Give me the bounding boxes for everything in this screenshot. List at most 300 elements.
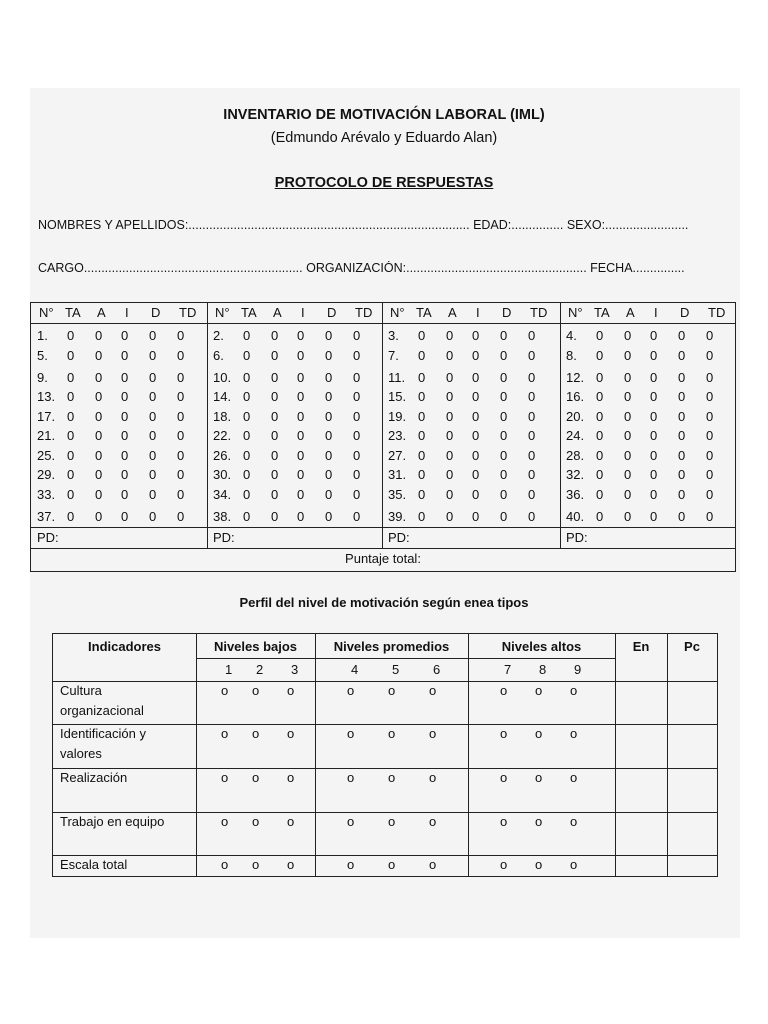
answer-option-d[interactable]: 0 — [678, 428, 686, 443]
answer-option-td[interactable]: 0 — [353, 448, 361, 463]
answer-option-d[interactable]: 0 — [678, 467, 686, 482]
answer-option-a[interactable]: 0 — [446, 448, 454, 463]
answer-option-td[interactable]: 0 — [353, 389, 361, 404]
answer-option-td[interactable]: 0 — [177, 467, 185, 482]
answer-option-d[interactable]: 0 — [500, 428, 508, 443]
answer-option-i[interactable]: 0 — [650, 409, 658, 424]
answer-option-i[interactable]: 0 — [297, 467, 305, 482]
level-mark-4[interactable]: o — [347, 814, 355, 829]
grid-header-a: A — [97, 305, 106, 320]
answer-option-a[interactable]: 0 — [446, 467, 454, 482]
answer-option-ta[interactable]: 0 — [67, 328, 75, 343]
grid-header-d: D — [502, 305, 512, 320]
answer-option-ta[interactable]: 0 — [596, 328, 604, 343]
item-number: 36. — [566, 487, 585, 502]
answer-option-i[interactable]: 0 — [121, 448, 129, 463]
level-mark-5[interactable]: o — [388, 726, 396, 741]
answer-option-td[interactable]: 0 — [353, 467, 361, 482]
answer-option-ta[interactable]: 0 — [418, 348, 426, 363]
level-mark-7[interactable]: o — [500, 857, 508, 872]
answer-option-td[interactable]: 0 — [177, 370, 185, 385]
level-mark-1[interactable]: o — [221, 683, 229, 698]
item-number: 7. — [388, 348, 399, 363]
answer-option-i[interactable]: 0 — [297, 509, 305, 524]
answer-option-td[interactable]: 0 — [528, 448, 536, 463]
answer-option-a[interactable]: 0 — [624, 328, 632, 343]
answer-option-a[interactable]: 0 — [624, 467, 632, 482]
answer-option-ta[interactable]: 0 — [418, 328, 426, 343]
item-number: 12. — [566, 370, 585, 385]
answer-option-i[interactable]: 0 — [472, 370, 480, 385]
level-mark-1[interactable]: o — [221, 857, 229, 872]
answer-option-d[interactable]: 0 — [149, 509, 157, 524]
answer-option-d[interactable]: 0 — [149, 467, 157, 482]
level-mark-5[interactable]: o — [388, 770, 396, 785]
pd-label: PD: — [213, 530, 235, 545]
answer-option-ta[interactable]: 0 — [243, 509, 251, 524]
table-row-divider — [53, 855, 717, 856]
level-mark-6[interactable]: o — [429, 683, 437, 698]
header-pc: Pc — [684, 639, 700, 654]
answer-option-ta[interactable]: 0 — [596, 370, 604, 385]
answer-option-i[interactable]: 0 — [472, 509, 480, 524]
answer-option-i[interactable]: 0 — [297, 409, 305, 424]
answer-option-td[interactable]: 0 — [528, 348, 536, 363]
document-title: INVENTARIO DE MOTIVACIÓN LABORAL (IML) — [223, 107, 545, 123]
answer-option-a[interactable]: 0 — [446, 328, 454, 343]
grid-header-a: A — [448, 305, 457, 320]
answer-option-ta[interactable]: 0 — [67, 370, 75, 385]
answer-option-d[interactable]: 0 — [678, 348, 686, 363]
level-mark-4[interactable]: o — [347, 683, 355, 698]
level-mark-2[interactable]: o — [252, 814, 260, 829]
level-mark-8[interactable]: o — [535, 857, 543, 872]
personal-data-line[interactable]: NOMBRES Y APELLIDOS:................................................................................. EDAD:............... SEXO:........................ — [38, 218, 689, 232]
answer-option-td[interactable]: 0 — [528, 509, 536, 524]
answer-option-a[interactable]: 0 — [271, 370, 279, 385]
answer-option-td[interactable]: 0 — [353, 409, 361, 424]
answer-option-a[interactable]: 0 — [446, 487, 454, 502]
answer-option-a[interactable]: 0 — [95, 509, 103, 524]
answer-option-i[interactable]: 0 — [472, 348, 480, 363]
item-number: 13. — [37, 389, 56, 404]
item-number: 21. — [37, 428, 56, 443]
answer-option-d[interactable]: 0 — [325, 409, 333, 424]
answer-option-td[interactable]: 0 — [177, 409, 185, 424]
answer-option-a[interactable]: 0 — [624, 370, 632, 385]
item-number: 24. — [566, 428, 585, 443]
answer-option-d[interactable]: 0 — [500, 370, 508, 385]
answer-option-td[interactable]: 0 — [706, 370, 714, 385]
answer-option-d[interactable]: 0 — [149, 328, 157, 343]
answer-option-ta[interactable]: 0 — [67, 509, 75, 524]
answer-option-a[interactable]: 0 — [271, 467, 279, 482]
pd-label: PD: — [388, 530, 410, 545]
answer-option-ta[interactable]: 0 — [67, 348, 75, 363]
answer-option-ta[interactable]: 0 — [418, 389, 426, 404]
item-number: 20. — [566, 409, 585, 424]
level-number: 4 — [351, 662, 359, 677]
answer-option-a[interactable]: 0 — [446, 428, 454, 443]
answer-option-td[interactable]: 0 — [528, 487, 536, 502]
level-mark-9[interactable]: o — [570, 683, 578, 698]
answer-option-d[interactable]: 0 — [500, 409, 508, 424]
answer-option-a[interactable]: 0 — [95, 370, 103, 385]
answer-option-d[interactable]: 0 — [149, 428, 157, 443]
indicator-label-cont: organizacional — [60, 703, 144, 718]
answer-option-td[interactable]: 0 — [177, 348, 185, 363]
level-mark-1[interactable]: o — [221, 770, 229, 785]
answer-option-i[interactable]: 0 — [472, 487, 480, 502]
grid-header-ta: TA — [416, 305, 432, 320]
level-mark-6[interactable]: o — [429, 726, 437, 741]
answer-option-d[interactable]: 0 — [500, 389, 508, 404]
header-low-levels: Niveles bajos — [213, 639, 298, 654]
answer-option-i[interactable]: 0 — [121, 370, 129, 385]
answer-option-a[interactable]: 0 — [624, 389, 632, 404]
answer-option-ta[interactable]: 0 — [418, 509, 426, 524]
answer-option-a[interactable]: 0 — [446, 509, 454, 524]
work-data-line[interactable]: CARGO............................................................... ORGANIZACIÓN:.................................................... FECHA............... — [38, 261, 685, 275]
level-mark-7[interactable]: o — [500, 683, 508, 698]
level-mark-9[interactable]: o — [570, 857, 578, 872]
answer-option-ta[interactable]: 0 — [67, 448, 75, 463]
item-number: 1. — [37, 328, 48, 343]
answer-option-d[interactable]: 0 — [678, 370, 686, 385]
answer-option-i[interactable]: 0 — [297, 348, 305, 363]
answer-option-a[interactable]: 0 — [95, 467, 103, 482]
grid-column-divider — [207, 303, 208, 549]
answer-option-d[interactable]: 0 — [500, 467, 508, 482]
answer-option-a[interactable]: 0 — [446, 370, 454, 385]
level-mark-8[interactable]: o — [535, 726, 543, 741]
level-number: 8 — [539, 662, 547, 677]
answer-option-a[interactable]: 0 — [95, 487, 103, 502]
answer-option-ta[interactable]: 0 — [243, 328, 251, 343]
answer-option-td[interactable]: 0 — [706, 389, 714, 404]
answer-option-d[interactable]: 0 — [500, 509, 508, 524]
grid-header-no: N° — [39, 305, 54, 320]
answer-option-ta[interactable]: 0 — [67, 428, 75, 443]
answer-option-ta[interactable]: 0 — [596, 467, 604, 482]
answer-option-ta[interactable]: 0 — [596, 389, 604, 404]
level-mark-2[interactable]: o — [252, 683, 260, 698]
answer-option-td[interactable]: 0 — [706, 328, 714, 343]
answer-option-ta[interactable]: 0 — [243, 448, 251, 463]
level-mark-3[interactable]: o — [287, 726, 295, 741]
answer-option-td[interactable]: 0 — [528, 467, 536, 482]
answer-option-a[interactable]: 0 — [95, 409, 103, 424]
table-column-divider — [315, 634, 316, 876]
answer-option-td[interactable]: 0 — [353, 348, 361, 363]
answer-option-td[interactable]: 0 — [706, 509, 714, 524]
answer-option-ta[interactable]: 0 — [596, 509, 604, 524]
answer-option-ta[interactable]: 0 — [67, 389, 75, 404]
answer-option-d[interactable]: 0 — [325, 348, 333, 363]
indicator-label: Identificación y — [60, 726, 146, 741]
level-mark-9[interactable]: o — [570, 726, 578, 741]
level-mark-8[interactable]: o — [535, 683, 543, 698]
answer-option-a[interactable]: 0 — [271, 328, 279, 343]
answer-option-i[interactable]: 0 — [297, 328, 305, 343]
answer-option-a[interactable]: 0 — [95, 389, 103, 404]
level-mark-8[interactable]: o — [535, 814, 543, 829]
answer-option-a[interactable]: 0 — [624, 428, 632, 443]
answer-option-a[interactable]: 0 — [95, 348, 103, 363]
header-high-levels: Niveles altos — [501, 639, 582, 654]
answer-option-a[interactable]: 0 — [95, 448, 103, 463]
level-mark-5[interactable]: o — [388, 814, 396, 829]
answer-option-a[interactable]: 0 — [271, 348, 279, 363]
level-mark-6[interactable]: o — [429, 814, 437, 829]
answer-option-d[interactable]: 0 — [500, 328, 508, 343]
level-mark-1[interactable]: o — [221, 726, 229, 741]
answer-option-a[interactable]: 0 — [271, 389, 279, 404]
level-number: 2 — [256, 662, 264, 677]
answer-option-d[interactable]: 0 — [500, 487, 508, 502]
answer-option-ta[interactable]: 0 — [418, 409, 426, 424]
answer-option-i[interactable]: 0 — [472, 328, 480, 343]
answer-option-ta[interactable]: 0 — [596, 409, 604, 424]
answer-option-i[interactable]: 0 — [650, 509, 658, 524]
answer-option-ta[interactable]: 0 — [243, 467, 251, 482]
answer-option-d[interactable]: 0 — [678, 448, 686, 463]
answer-option-i[interactable]: 0 — [650, 448, 658, 463]
answer-option-d[interactable]: 0 — [678, 389, 686, 404]
answer-option-i[interactable]: 0 — [650, 428, 658, 443]
item-number: 23. — [388, 428, 407, 443]
answer-option-td[interactable]: 0 — [353, 487, 361, 502]
answer-option-ta[interactable]: 0 — [418, 467, 426, 482]
level-number: 1 — [225, 662, 233, 677]
answer-option-ta[interactable]: 0 — [596, 448, 604, 463]
answer-option-td[interactable]: 0 — [706, 348, 714, 363]
grid-header-a: A — [273, 305, 282, 320]
answer-option-i[interactable]: 0 — [472, 448, 480, 463]
answer-option-i[interactable]: 0 — [650, 487, 658, 502]
profile-title: Perfil del nivel de motivación según enea tipos — [239, 595, 529, 610]
answer-option-td[interactable]: 0 — [353, 370, 361, 385]
level-mark-5[interactable]: o — [388, 683, 396, 698]
level-mark-3[interactable]: o — [287, 770, 295, 785]
answer-option-a[interactable]: 0 — [446, 409, 454, 424]
item-number: 35. — [388, 487, 407, 502]
answer-option-a[interactable]: 0 — [271, 509, 279, 524]
answer-option-ta[interactable]: 0 — [243, 428, 251, 443]
answer-option-td[interactable]: 0 — [353, 509, 361, 524]
answer-option-td[interactable]: 0 — [177, 487, 185, 502]
level-mark-7[interactable]: o — [500, 770, 508, 785]
item-number: 17. — [37, 409, 56, 424]
indicator-label: Escala total — [60, 857, 128, 872]
level-mark-7[interactable]: o — [500, 726, 508, 741]
answer-option-i[interactable]: 0 — [121, 389, 129, 404]
item-number: 11. — [388, 370, 406, 385]
answer-option-i[interactable]: 0 — [121, 509, 129, 524]
answer-option-d[interactable]: 0 — [325, 467, 333, 482]
answer-option-d[interactable]: 0 — [325, 428, 333, 443]
item-number: 28. — [566, 448, 585, 463]
answer-option-i[interactable]: 0 — [297, 370, 305, 385]
answer-option-td[interactable]: 0 — [177, 448, 185, 463]
answer-option-i[interactable]: 0 — [121, 487, 129, 502]
answer-option-d[interactable]: 0 — [678, 487, 686, 502]
answer-option-d[interactable]: 0 — [500, 348, 508, 363]
answer-option-a[interactable]: 0 — [95, 328, 103, 343]
answer-option-d[interactable]: 0 — [149, 487, 157, 502]
answer-option-d[interactable]: 0 — [678, 409, 686, 424]
level-mark-9[interactable]: o — [570, 770, 578, 785]
answer-option-d[interactable]: 0 — [325, 328, 333, 343]
answer-option-a[interactable]: 0 — [271, 428, 279, 443]
answer-option-a[interactable]: 0 — [446, 389, 454, 404]
answer-option-d[interactable]: 0 — [325, 370, 333, 385]
level-mark-3[interactable]: o — [287, 857, 295, 872]
answer-option-d[interactable]: 0 — [149, 409, 157, 424]
answer-option-d[interactable]: 0 — [678, 509, 686, 524]
answer-option-td[interactable]: 0 — [528, 328, 536, 343]
level-number: 7 — [504, 662, 512, 677]
answer-option-td[interactable]: 0 — [177, 389, 185, 404]
level-mark-2[interactable]: o — [252, 770, 260, 785]
answer-option-i[interactable]: 0 — [121, 467, 129, 482]
answer-option-ta[interactable]: 0 — [596, 428, 604, 443]
answer-option-a[interactable]: 0 — [624, 448, 632, 463]
answer-option-d[interactable]: 0 — [149, 389, 157, 404]
level-mark-7[interactable]: o — [500, 814, 508, 829]
answer-option-d[interactable]: 0 — [500, 448, 508, 463]
answer-option-ta[interactable]: 0 — [418, 370, 426, 385]
answer-option-ta[interactable]: 0 — [418, 487, 426, 502]
answer-option-i[interactable]: 0 — [121, 348, 129, 363]
item-number: 14. — [213, 389, 232, 404]
answer-option-td[interactable]: 0 — [706, 448, 714, 463]
answer-option-i[interactable]: 0 — [472, 467, 480, 482]
answer-option-ta[interactable]: 0 — [596, 348, 604, 363]
answer-option-td[interactable]: 0 — [528, 428, 536, 443]
answer-option-td[interactable]: 0 — [353, 428, 361, 443]
answer-option-ta[interactable]: 0 — [243, 348, 251, 363]
answer-option-i[interactable]: 0 — [650, 348, 658, 363]
answer-option-td[interactable]: 0 — [353, 328, 361, 343]
answer-option-i[interactable]: 0 — [297, 389, 305, 404]
answer-option-ta[interactable]: 0 — [243, 409, 251, 424]
answer-option-a[interactable]: 0 — [446, 348, 454, 363]
answer-option-i[interactable]: 0 — [121, 428, 129, 443]
level-mark-2[interactable]: o — [252, 857, 260, 872]
answer-option-td[interactable]: 0 — [706, 428, 714, 443]
answer-option-d[interactable]: 0 — [149, 348, 157, 363]
answer-option-d[interactable]: 0 — [678, 328, 686, 343]
grid-header-divider — [31, 323, 735, 324]
answer-option-a[interactable]: 0 — [95, 428, 103, 443]
answer-option-a[interactable]: 0 — [271, 448, 279, 463]
level-mark-6[interactable]: o — [429, 857, 437, 872]
answer-option-i[interactable]: 0 — [650, 328, 658, 343]
level-mark-6[interactable]: o — [429, 770, 437, 785]
item-number: 25. — [37, 448, 56, 463]
level-mark-4[interactable]: o — [347, 857, 355, 872]
answer-option-ta[interactable]: 0 — [67, 467, 75, 482]
answer-option-td[interactable]: 0 — [706, 487, 714, 502]
answer-option-td[interactable]: 0 — [528, 389, 536, 404]
item-number: 26. — [213, 448, 232, 463]
level-mark-9[interactable]: o — [570, 814, 578, 829]
answer-option-a[interactable]: 0 — [624, 409, 632, 424]
answer-option-ta[interactable]: 0 — [418, 448, 426, 463]
answer-option-d[interactable]: 0 — [325, 448, 333, 463]
level-mark-8[interactable]: o — [535, 770, 543, 785]
answer-option-i[interactable]: 0 — [650, 370, 658, 385]
answer-option-i[interactable]: 0 — [650, 467, 658, 482]
grid-header-ta: TA — [594, 305, 610, 320]
level-mark-5[interactable]: o — [388, 857, 396, 872]
answer-option-i[interactable]: 0 — [297, 487, 305, 502]
table-column-divider — [615, 634, 616, 876]
answer-option-td[interactable]: 0 — [177, 428, 185, 443]
answer-option-ta[interactable]: 0 — [418, 428, 426, 443]
answer-option-a[interactable]: 0 — [271, 487, 279, 502]
answer-option-d[interactable]: 0 — [325, 509, 333, 524]
answer-option-td[interactable]: 0 — [706, 467, 714, 482]
answer-option-i[interactable]: 0 — [472, 389, 480, 404]
level-mark-1[interactable]: o — [221, 814, 229, 829]
level-mark-3[interactable]: o — [287, 683, 295, 698]
answer-option-ta[interactable]: 0 — [67, 487, 75, 502]
answer-option-i[interactable]: 0 — [121, 409, 129, 424]
level-mark-4[interactable]: o — [347, 770, 355, 785]
answer-option-ta[interactable]: 0 — [243, 370, 251, 385]
answer-option-i[interactable]: 0 — [297, 448, 305, 463]
level-mark-3[interactable]: o — [287, 814, 295, 829]
item-number: 37. — [37, 509, 56, 524]
answer-option-a[interactable]: 0 — [624, 487, 632, 502]
item-number: 40. — [566, 509, 585, 524]
answer-option-i[interactable]: 0 — [650, 389, 658, 404]
grid-header-d: D — [151, 305, 161, 320]
level-mark-4[interactable]: o — [347, 726, 355, 741]
item-number: 5. — [37, 348, 48, 363]
answer-option-a[interactable]: 0 — [624, 348, 632, 363]
indicator-label-cont: valores — [60, 746, 102, 761]
grid-header-td: TD — [530, 305, 548, 320]
answer-option-i[interactable]: 0 — [297, 428, 305, 443]
answer-option-d[interactable]: 0 — [149, 370, 157, 385]
item-number: 22. — [213, 428, 232, 443]
answer-option-td[interactable]: 0 — [528, 409, 536, 424]
answer-option-ta[interactable]: 0 — [243, 487, 251, 502]
answer-option-td[interactable]: 0 — [706, 409, 714, 424]
answer-option-d[interactable]: 0 — [325, 389, 333, 404]
indicator-label: Cultura — [60, 683, 102, 698]
answer-option-i[interactable]: 0 — [472, 428, 480, 443]
answer-option-ta[interactable]: 0 — [243, 389, 251, 404]
answer-option-d[interactable]: 0 — [149, 448, 157, 463]
answer-option-td[interactable]: 0 — [528, 370, 536, 385]
answer-option-d[interactable]: 0 — [325, 487, 333, 502]
answer-option-a[interactable]: 0 — [271, 409, 279, 424]
answer-option-td[interactable]: 0 — [177, 509, 185, 524]
answer-option-i[interactable]: 0 — [472, 409, 480, 424]
level-mark-2[interactable]: o — [252, 726, 260, 741]
item-number: 19. — [388, 409, 407, 424]
answer-option-i[interactable]: 0 — [121, 328, 129, 343]
item-number: 10. — [213, 370, 232, 385]
answer-option-td[interactable]: 0 — [177, 328, 185, 343]
answer-option-ta[interactable]: 0 — [596, 487, 604, 502]
answer-option-a[interactable]: 0 — [624, 509, 632, 524]
answer-option-ta[interactable]: 0 — [67, 409, 75, 424]
